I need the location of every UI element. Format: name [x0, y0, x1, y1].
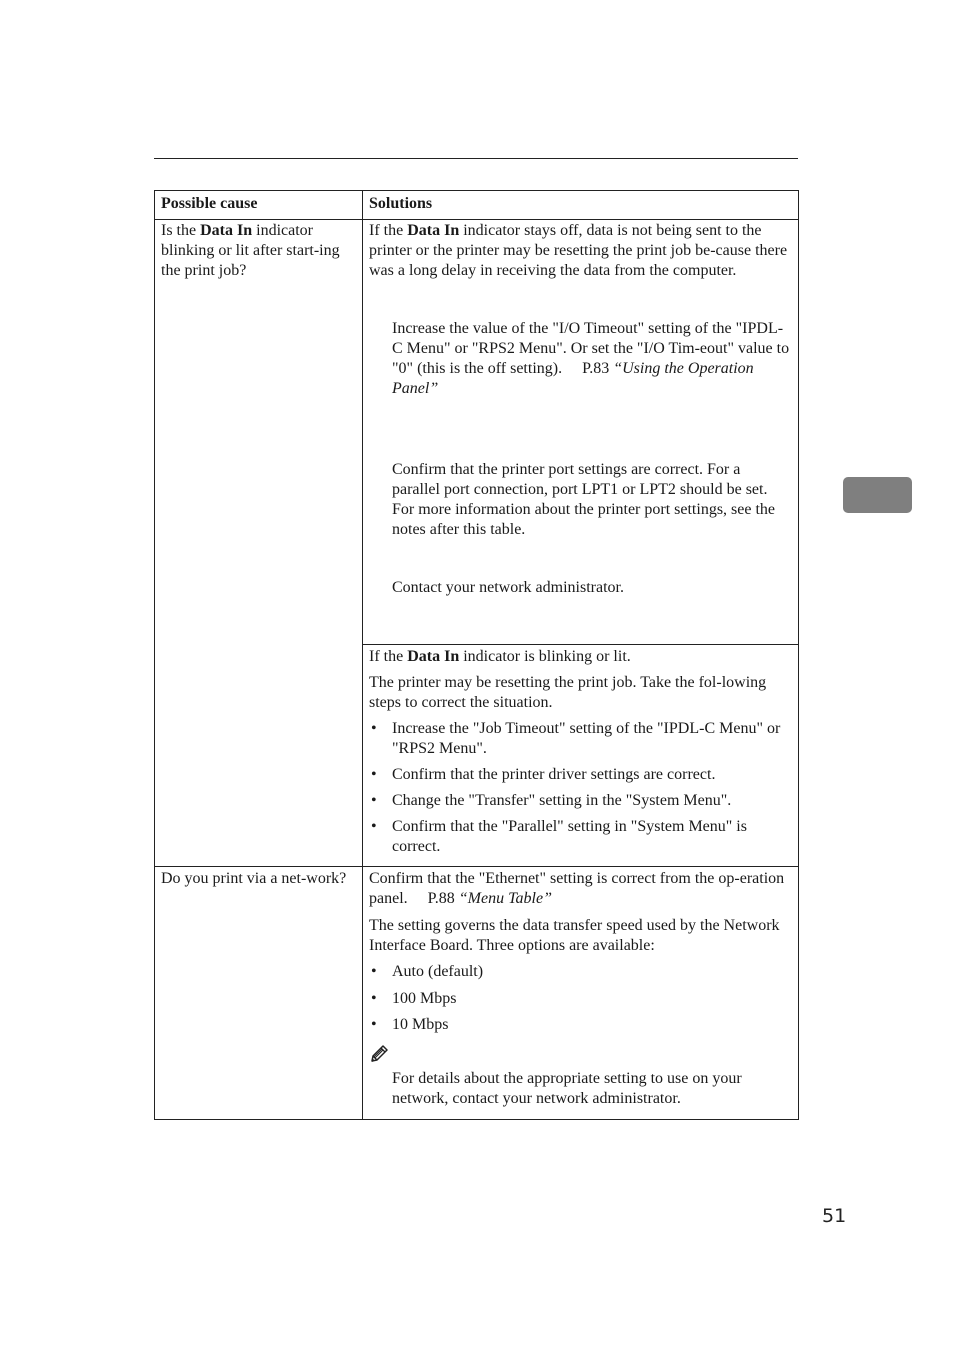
list-item: • 10 Mbps: [392, 1015, 792, 1035]
blinking-intro-pre: If the: [369, 648, 404, 665]
header-possible-cause: Possible cause: [155, 191, 363, 220]
header-rule: [154, 158, 798, 159]
off-intro-bold: Data In: [407, 222, 460, 239]
header-solutions: Solutions: [363, 191, 799, 220]
chapter-tab: [843, 477, 912, 513]
ethernet-ref-title: “Menu Table”: [458, 890, 552, 907]
timeout-ref-title: “Using the Operation Panel”: [392, 360, 754, 397]
speed-text: The setting governs the data transfer speed used by the Network Interface Board. Three options are available:: [369, 917, 780, 954]
cause-data-in: [155, 220, 363, 867]
list-item: • Confirm that the "Parallel" setting in "System Menu" is correct.: [392, 817, 792, 857]
cause-text-pre: Is the: [161, 222, 197, 239]
ethernet-text: Confirm that the "Ethernet" setting is correct from the op-eration panel.: [369, 870, 785, 907]
page-number: 51: [822, 1205, 847, 1227]
off-intro-pre: If the: [369, 222, 404, 239]
blinking-intro-bold: Data In: [407, 648, 460, 665]
off-intro: [369, 221, 792, 281]
timeout-solution: [392, 319, 792, 399]
list-item: • Increase the "Job Timeout" setting of the "IPDL-C Menu" or "RPS2 Menu".: [392, 719, 792, 759]
list-item: • Change the "Transfer" setting in the "System Menu".: [392, 791, 792, 811]
list-item: • 100 Mbps: [392, 989, 792, 1009]
solution-indicator-blinking: [363, 645, 799, 867]
cause-text-rest: indicator blinking or lit after start-ing the print job?: [161, 222, 340, 279]
table-row: [155, 220, 799, 645]
off-intro-rest: indicator stays off, data is not being sent to the printer or the printer may be resetting the print job be-cause there was a long delay in receiving the data from the computer.: [369, 222, 788, 279]
list-item: • Auto (default): [392, 962, 792, 982]
timeout-ref-page: P.83: [582, 360, 610, 377]
ethernet-solution: [369, 869, 792, 909]
solution-indicator-off: [363, 220, 799, 645]
list-item: • Confirm that the printer driver settings are correct.: [392, 765, 792, 785]
troubleshooting-table: [154, 190, 799, 1120]
contact-admin: Contact your network administrator.: [392, 579, 624, 596]
blinking-text: The printer may be resetting the print job. Take the fol-lowing steps to correct the situation.: [369, 674, 767, 711]
pencil-note-icon: [369, 1045, 792, 1063]
blinking-intro: [369, 647, 792, 667]
blinking-intro-rest: indicator is blinking or lit.: [463, 648, 631, 665]
note-text: For details about the appropriate setting to use on your network, contact your network administrator.: [392, 1070, 742, 1107]
ethernet-ref-page: P.88: [427, 890, 455, 907]
port-more-info: For more information about the printer port settings, see the notes after this table.: [392, 501, 776, 538]
timeout-text: Increase the value of the "I/O Timeout" setting of the "IPDL-C Menu" or "RPS2 Menu". Or set the "I/O Tim-eout" value to "0" (this is the off setting).: [392, 320, 790, 377]
table-header-row: [155, 191, 799, 220]
cause-text-bold: Data In: [200, 222, 253, 239]
port-solution: Confirm that the printer port settings are correct. For a parallel port connection, port LPT1 or LPT2 should be set.: [392, 461, 768, 498]
cause-network: Do you print via a net-work?: [155, 867, 363, 1120]
table-row: [155, 867, 799, 1120]
solution-network: [363, 867, 799, 1120]
